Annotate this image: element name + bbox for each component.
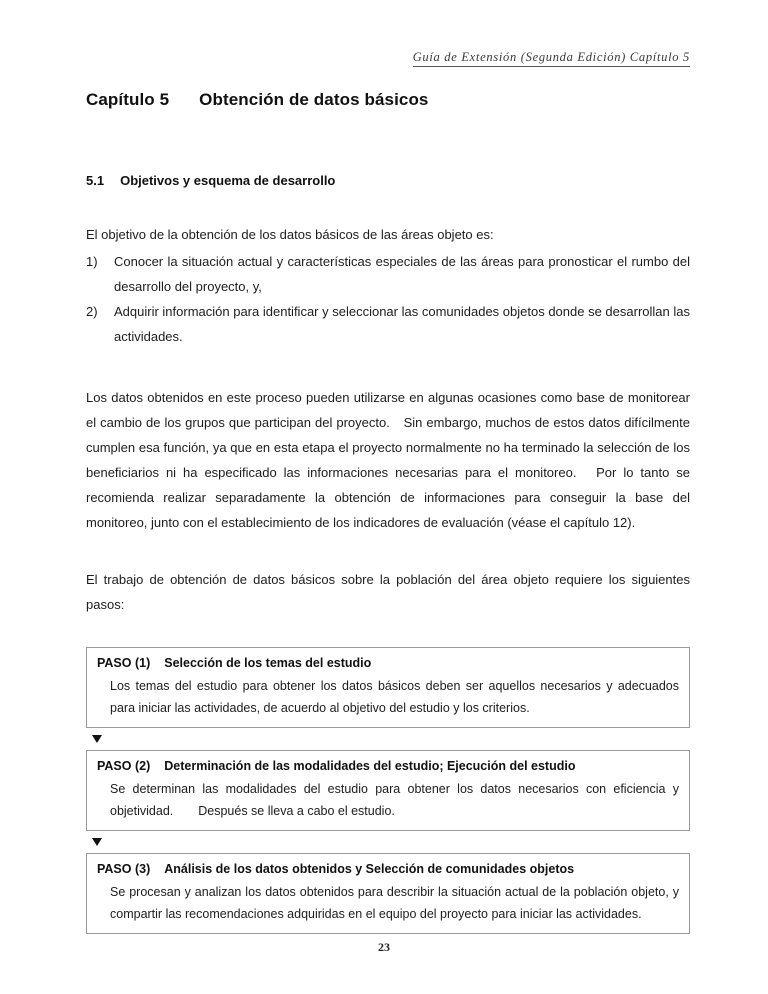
body-paragraph-steps-intro: El trabajo de obtención de datos básicos sobre la población del área objeto requiere los siguientes pasos:: [86, 572, 690, 612]
running-header: Guía de Extensión (Segunda Edición) Capítulo 5: [413, 50, 690, 67]
page-number: 23: [378, 940, 390, 954]
step-body-3: Se procesan y analizan los datos obtenidos para describir la situación actual de la población objeto, y compartir las recomendaciones adquiridas en el equipo del proyecto para iniciar las actividades.: [110, 885, 679, 921]
step-body-1: Los temas del estudio para obtener los datos básicos deben ser aquellos necesarios y adecuados para iniciar las actividades, de acuerdo al objetivo del estudio y los criterios.: [110, 679, 679, 715]
step-box-1: [86, 647, 690, 728]
chapter-number: Capítulo 5: [86, 90, 170, 109]
intro-lead-paragraph: El objetivo de la obtención de los datos básicos de las áreas objeto es:: [86, 227, 494, 242]
step-heading-2: Determinación de las modalidades del estudio; Ejecución del estudio: [164, 759, 576, 773]
section-title-text: Objetivos y esquema de desarrollo: [120, 173, 336, 188]
list-item-marker: 2): [86, 304, 98, 319]
step-body-2: Se determinan las modalidades del estudio para obtener los datos necesarios con eficiencia y objetividad. Después se lleva a cabo el estudio.: [110, 782, 679, 818]
step-heading-3: Análisis de los datos obtenidos y Selección de comunidades objetos: [164, 862, 575, 876]
section-heading: [86, 173, 690, 188]
step-label-2: PASO (2): [97, 759, 151, 773]
step-title-1: [97, 654, 679, 673]
step-label-1: PASO (1): [97, 656, 151, 670]
step-label-3: PASO (3): [97, 862, 151, 876]
body-paragraph-data-use: Los datos obtenidos en este proceso pueden utilizarse en algunas ocasiones como base de monitorear el cambio de los grupos que participan del proyecto. Sin embargo, muchos de estos datos difícilmente cumplen esa función, ya que en esta etapa el proyecto normalmente no ha terminado la selección de los beneficiarios ni ha especificado las informaciones necesarias para el monitoreo. Por lo tanto se recomienda realizar separadamente la obtención de informaciones para conseguir la base del monitoreo, junto con el establecimiento de los indicadores de evaluación (véase el capítulo 12).: [86, 390, 690, 530]
triangle-down-icon: [92, 838, 102, 846]
flow-connector-1: [86, 728, 690, 750]
objectives-list: [86, 249, 690, 349]
chapter-title-text: Obtención de datos básicos: [199, 90, 429, 109]
step-box-3: [86, 853, 690, 934]
list-item: [86, 249, 690, 299]
list-item-text: Adquirir información para identificar y seleccionar las comunidades objetos donde se desarrollan las actividades.: [114, 304, 690, 344]
flow-connector-2: [86, 831, 690, 853]
step-box-2: [86, 750, 690, 831]
page-title: [86, 86, 690, 110]
step-heading-1: Selección de los temas del estudio: [164, 656, 372, 670]
process-steps: [86, 647, 690, 934]
triangle-down-icon: [92, 735, 102, 743]
list-item-text: Conocer la situación actual y características especiales de las áreas para pronosticar el rumbo del desarrollo del proyecto, y,: [114, 254, 690, 294]
list-item-marker: 1): [86, 254, 98, 269]
list-item: [86, 299, 690, 349]
section-number: 5.1: [86, 173, 105, 188]
step-title-3: [97, 860, 679, 879]
step-title-2: [97, 757, 679, 776]
page-content: [86, 86, 690, 934]
